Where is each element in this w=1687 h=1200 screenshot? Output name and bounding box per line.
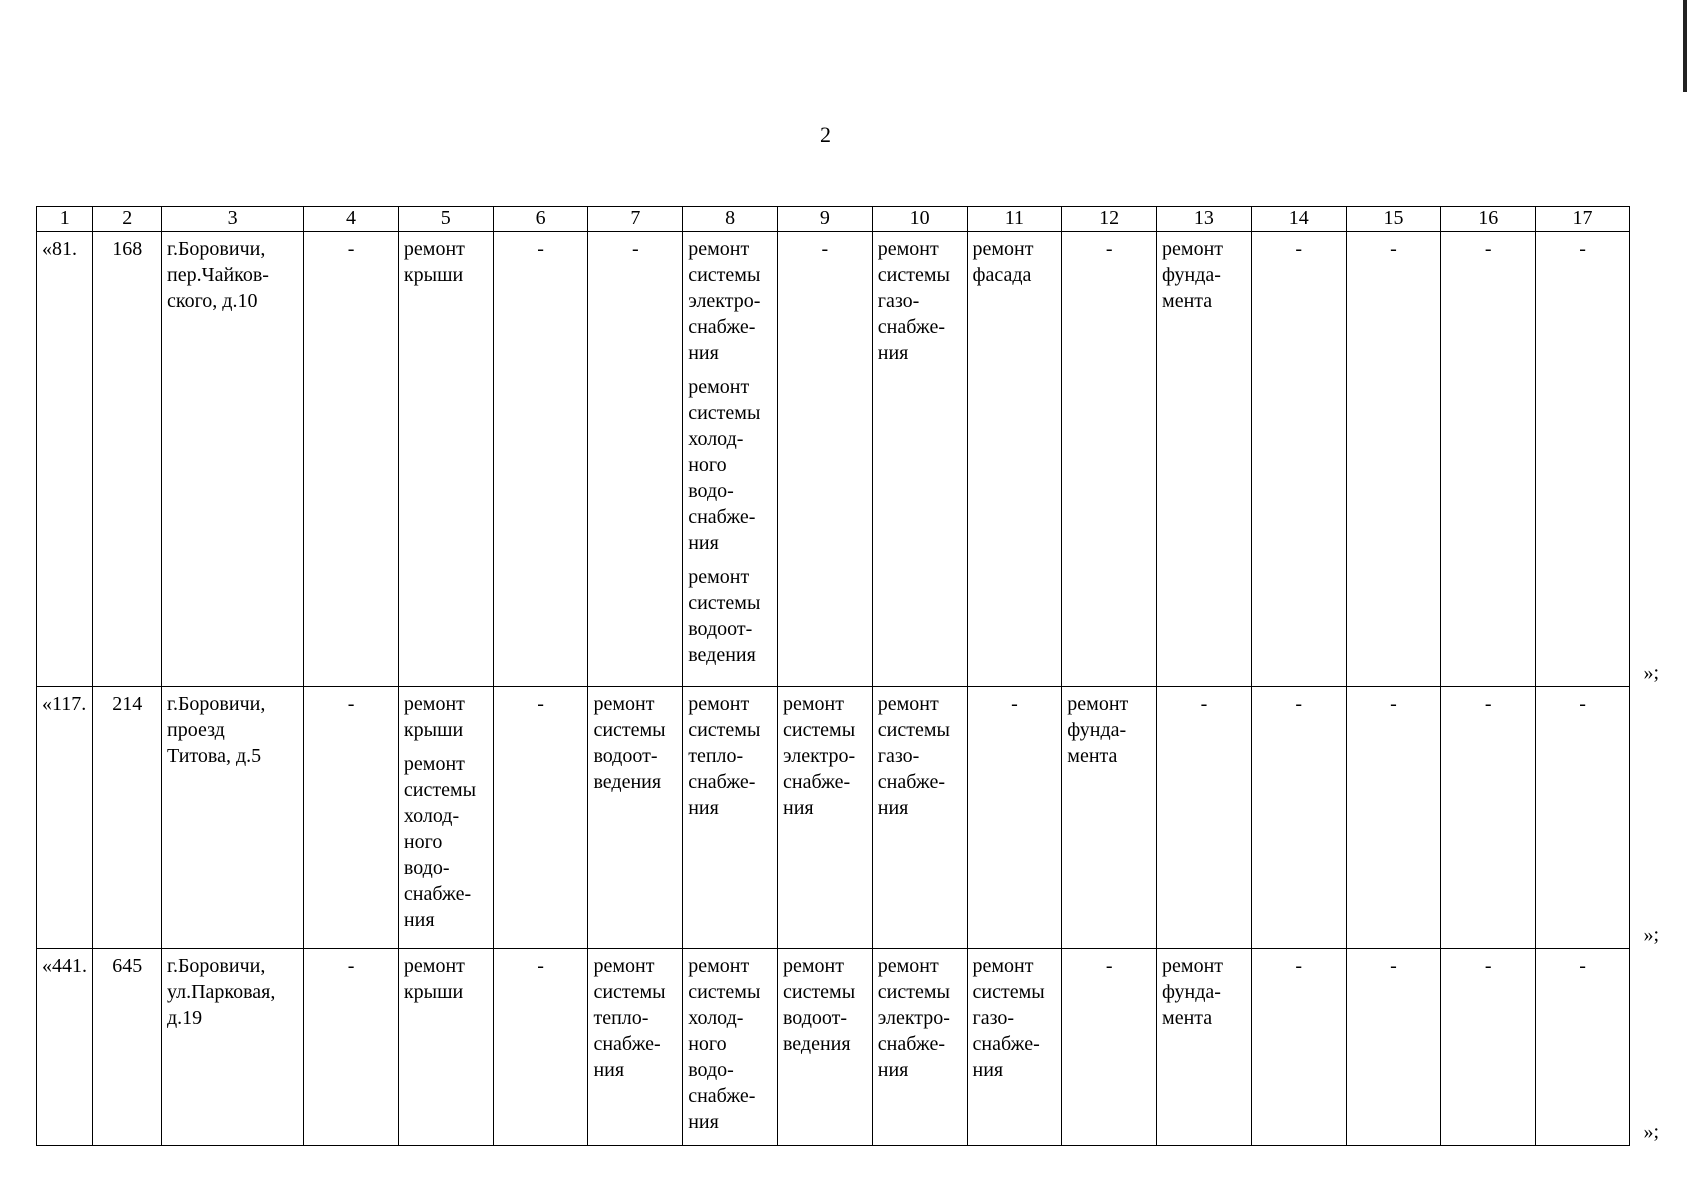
table-cell (683, 949, 778, 1146)
cell-text: ремонт крыши (403, 693, 465, 741)
table-row (37, 687, 1630, 949)
table-cell (493, 949, 588, 1146)
cell-text: ремонт системы водоот- ведения (688, 566, 761, 666)
cell-text: 214 (112, 693, 143, 715)
cell-text: - (1105, 955, 1113, 977)
cell-text: ремонт системы тепло- снабже- ния (593, 955, 666, 1081)
cell-text: - (821, 238, 829, 260)
table-cell (1062, 949, 1157, 1146)
cell-text: «441. (42, 955, 87, 977)
table-cell (1251, 687, 1346, 949)
column-header: 7 (588, 207, 683, 232)
cell-text: - (1200, 693, 1208, 715)
cell-text: ремонт крыши (403, 955, 465, 1003)
table-cell (1157, 687, 1252, 949)
table-cell (37, 232, 93, 687)
table-cell (683, 687, 778, 949)
cell-text: - (347, 238, 355, 260)
table-cell (93, 232, 162, 687)
table-cell (37, 687, 93, 949)
cell-text: - (1484, 693, 1492, 715)
table-cell (162, 949, 304, 1146)
row-closing-mark: »; (1643, 1121, 1659, 1143)
cell-text: ремонт фунда- мента (1162, 238, 1224, 312)
column-header: 1 (37, 207, 93, 232)
column-header: 3 (162, 207, 304, 232)
cell-text: ремонт системы холод- ного водо- снабже- ния (688, 955, 761, 1133)
table-cell (1157, 232, 1252, 687)
table-cell (398, 232, 493, 687)
cell-text: 645 (112, 955, 143, 977)
table-cell (162, 232, 304, 687)
table-cell (1441, 687, 1536, 949)
table-cell (872, 687, 967, 949)
column-header: 6 (493, 207, 588, 232)
table-cell (1536, 687, 1630, 949)
cell-text: ремонт системы водоот- ведения (782, 955, 856, 1055)
cell-text: ремонт системы холод- ного водо- снабже- ния (688, 376, 761, 554)
cell-text: ремонт системы газо- снабже- ния (877, 238, 950, 364)
table-cell (493, 232, 588, 687)
repair-schedule-table (36, 206, 1630, 1146)
table-cell (588, 949, 683, 1146)
cell-text: - (632, 238, 639, 260)
column-header: 12 (1062, 207, 1157, 232)
table-cell (1536, 232, 1630, 687)
header-row (37, 207, 1630, 232)
table-cell (1062, 687, 1157, 949)
table-cell (304, 949, 399, 1146)
column-header: 15 (1346, 207, 1441, 232)
column-header: 10 (872, 207, 967, 232)
column-header: 9 (777, 207, 872, 232)
cell-text: ремонт фунда- мента (1162, 955, 1224, 1029)
cell-text: ремонт системы водоот- ведения (593, 693, 666, 793)
table-cell (1251, 949, 1346, 1146)
table-cell (1251, 232, 1346, 687)
table-cell (493, 687, 588, 949)
cell-text: - (1484, 955, 1492, 977)
table-body (37, 232, 1630, 1146)
cell-text: - (1579, 238, 1586, 260)
table-cell (1441, 232, 1536, 687)
table-cell (777, 949, 872, 1146)
cell-text: ремонт системы электро- снабже- ния (877, 955, 950, 1081)
table-cell (872, 949, 967, 1146)
table-cell (967, 687, 1062, 949)
cell-text: 168 (112, 238, 143, 260)
column-header: 16 (1441, 207, 1536, 232)
cell-text: «81. (42, 238, 77, 260)
row-closing-mark: »; (1643, 924, 1659, 946)
table-cell (93, 687, 162, 949)
table-cell (1346, 949, 1441, 1146)
table-cell (967, 949, 1062, 1146)
scan-edge-mark (1683, 0, 1687, 92)
cell-text: ремонт фунда- мента (1067, 693, 1129, 767)
column-header: 14 (1251, 207, 1346, 232)
table-cell (777, 687, 872, 949)
table-cell (398, 687, 493, 949)
column-header: 4 (304, 207, 399, 232)
page-number: 2 (820, 122, 831, 147)
cell-text: - (347, 693, 355, 715)
cell-text: ремонт системы электро- снабже- ния (688, 238, 761, 364)
cell-text: - (1295, 955, 1303, 977)
cell-text: ремонт системы газо- снабже- ния (972, 955, 1045, 1081)
table-cell (1062, 232, 1157, 687)
cell-text: - (1390, 955, 1397, 977)
column-header: 8 (683, 207, 778, 232)
table-cell (1346, 232, 1441, 687)
table-cell (398, 949, 493, 1146)
table-cell (967, 232, 1062, 687)
column-header: 13 (1157, 207, 1252, 232)
column-header: 11 (967, 207, 1062, 232)
table-cell (93, 949, 162, 1146)
cell-text: ремонт системы тепло- снабже- ния (688, 693, 761, 819)
cell-text: - (537, 693, 544, 715)
table-cell (1157, 949, 1252, 1146)
cell-text: - (1579, 955, 1586, 977)
table-cell (588, 232, 683, 687)
column-header: 5 (398, 207, 493, 232)
column-header: 2 (93, 207, 162, 232)
column-header: 17 (1536, 207, 1630, 232)
table-cell (304, 232, 399, 687)
table-cell (1441, 949, 1536, 1146)
cell-text: - (1011, 693, 1018, 715)
table-row (37, 232, 1630, 687)
cell-text: ремонт крыши (403, 238, 465, 286)
cell-text: - (537, 955, 544, 977)
table-cell (162, 687, 304, 949)
cell-text: - (537, 238, 544, 260)
row-closing-mark: »; (1643, 662, 1659, 684)
cell-text: - (1579, 693, 1586, 715)
cell-text: - (1295, 693, 1303, 715)
table-cell (872, 232, 967, 687)
table-cell (588, 687, 683, 949)
cell-text: - (1484, 238, 1492, 260)
table-cell (1536, 949, 1630, 1146)
cell-text: ремонт фасада (972, 238, 1034, 286)
cell-text: - (1295, 238, 1303, 260)
table-cell (304, 687, 399, 949)
cell-text: ремонт системы газо- снабже- ния (877, 693, 950, 819)
cell-text: ремонт системы холод- ного водо- снабже- ния (403, 753, 477, 931)
cell-text: - (1390, 693, 1397, 715)
table-cell (37, 949, 93, 1146)
cell-text: - (1390, 238, 1397, 260)
cell-text: г.Боровичи, пер.Чайков- ского, д.10 (167, 238, 269, 312)
table-cell (777, 232, 872, 687)
cell-text: г.Боровичи, проезд Титова, д.5 (167, 693, 266, 767)
cell-text: - (1105, 238, 1113, 260)
table-cell (683, 232, 778, 687)
table-cell (1346, 687, 1441, 949)
cell-text: г.Боровичи, ул.Парковая, д.19 (167, 955, 276, 1029)
cell-text: «117. (42, 693, 87, 715)
table-row (37, 949, 1630, 1146)
cell-text: - (347, 955, 355, 977)
cell-text: ремонт системы электро- снабже- ния (782, 693, 856, 819)
